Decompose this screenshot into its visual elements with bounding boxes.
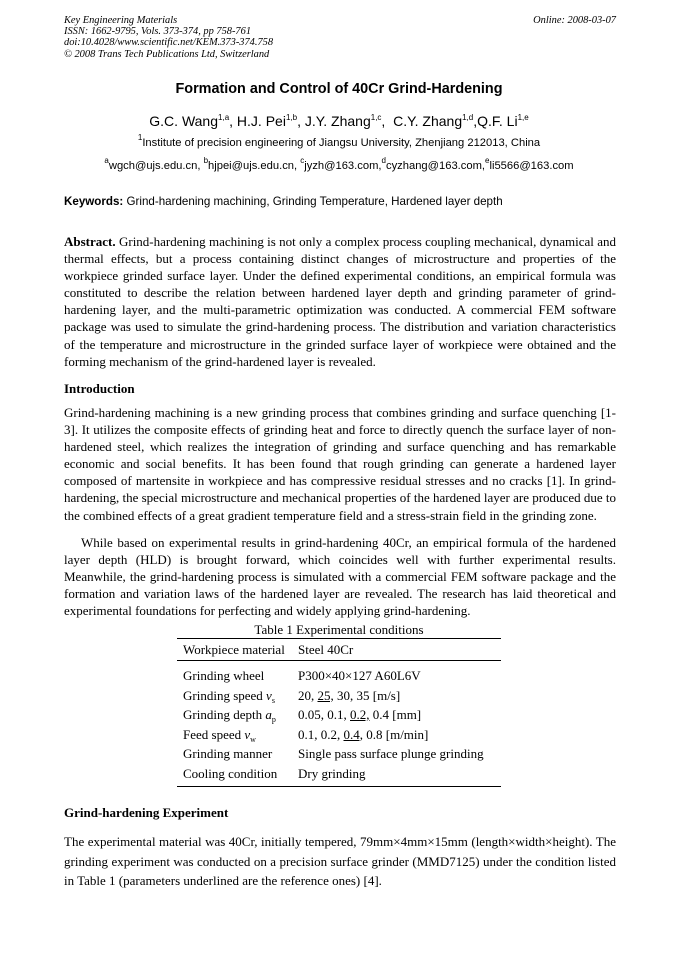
experimental-conditions-table: [177, 621, 501, 787]
email-mark: c: [300, 156, 305, 165]
param-value: Single pass surface plunge grinding: [298, 746, 484, 761]
table-cell: [298, 705, 501, 725]
email-mark: b: [203, 156, 209, 165]
author-separator: ,: [381, 113, 394, 129]
param-name: Grinding speed: [183, 687, 267, 703]
author-affiliation-mark: 1,c: [370, 113, 382, 122]
table-cell: [298, 725, 501, 745]
author-separator: ,: [473, 113, 478, 129]
journal-name: Key Engineering Materials: [64, 15, 178, 26]
param-name: Feed speed: [183, 726, 245, 742]
param-value: 0.4 [mm]: [369, 707, 422, 722]
issn-line: ISSN: 1662-9795, Vols. 373-374, pp 758-761: [64, 26, 252, 38]
abstract-text: Grind-hardening machining is not only a complex process coupling mechanical, dynamical and thermal effects, but a process containing distinct changes of microstructure and properties of the workpiece grinded surface layer. Under the defined experimental conditions, an empirical formula was constituted to describe the relation between hardened layer depth and grinding parameter of grind-hardening layer, and the multi-parametric optimization was conducted. A commercial FEM software package was used to simulate the grind-hardening process. The distribution and variation characteristics of the temperature and microstructure in the grinded surface layer of workpiece were obtained and the forming mechanism of the grind-hardened layer is revealed.: [64, 234, 616, 369]
reference-value: 0.2,: [350, 707, 370, 722]
paper-title: Formation and Control of 40Cr Grind-Hardening: [175, 81, 503, 97]
table-cell: Workpiece material: [183, 642, 285, 657]
table-cell: [177, 744, 298, 764]
table-cell: [298, 686, 501, 706]
table-row: [177, 686, 501, 706]
copyright-line: © 2008 Trans Tech Publications Ltd, Switzerland: [64, 48, 270, 60]
email-mark: d: [381, 156, 386, 165]
author-name: Q.F. Li: [477, 113, 518, 129]
affiliation: [0, 133, 678, 149]
intro-paragraph-2: While based on experimental results in grind-hardening 40Cr, an empirical formula of the hardened layer depth (HLD) is brought forward, which coincides well with further experimental results. Meanwhile, the grind-hardening process is simulated with a commercial FEM software package and the formation and variation laws of the hardened layer are revealed. The research has laid theoretical and experimental foundations for perfecting and widely applying grind-hardening.: [64, 535, 616, 619]
table-row: [177, 764, 501, 784]
abstract: [64, 233, 616, 370]
param-value: 20,: [298, 687, 318, 703]
author-affiliation-mark: 1,d: [462, 113, 474, 122]
email-separator: ,: [378, 160, 382, 172]
param-subscript: w: [250, 734, 256, 744]
table-cell: [177, 705, 298, 725]
author-affiliation-mark: 1,e: [517, 113, 529, 122]
online-date: Online: 2008-03-07: [533, 15, 616, 26]
author-affiliation-mark: 1,a: [218, 113, 230, 122]
param-name: Grinding depth: [183, 707, 266, 722]
affiliation-mark: 1: [137, 133, 143, 142]
table-cell: [177, 686, 298, 706]
keywords: [64, 195, 616, 208]
email-address: jyzh@163.com: [304, 160, 379, 172]
author-name: J.Y. Zhang: [304, 113, 371, 129]
table-cell: [298, 744, 501, 764]
table-row: [177, 725, 501, 745]
table-cell: [177, 725, 298, 745]
table-row: [177, 744, 501, 764]
param-subscript: s: [271, 695, 275, 705]
param-value: 0.05, 0.1,: [298, 707, 350, 722]
table-caption: Table 1 Experimental conditions: [254, 622, 424, 637]
section-heading-experiment: Grind-hardening Experiment: [64, 805, 229, 820]
param-value: 0.1, 0.2,: [298, 726, 344, 742]
author-separator: ,: [229, 113, 237, 129]
email-mark: e: [485, 156, 490, 165]
param-value: 0.8 [m/min]: [363, 726, 429, 742]
param-value: 30, 35 [m/s]: [333, 687, 401, 703]
email-separator: ,: [294, 160, 301, 172]
section-heading-introduction: Introduction: [64, 381, 135, 396]
param-value: P300×40×127 A60L6V: [298, 668, 421, 683]
table-cell: Steel 40Cr: [298, 642, 354, 657]
doi-line: doi:10.4028/www.scientific.net/KEM.373-374.758: [64, 37, 274, 49]
email-separator: ,: [481, 160, 486, 172]
running-header: [64, 15, 616, 60]
author-list: [0, 113, 678, 129]
table-cell: [298, 764, 501, 784]
email-address: wgch@ujs.edu.cn: [108, 160, 198, 172]
abstract-label: Abstract.: [64, 234, 116, 249]
email-separator: ,: [197, 160, 204, 172]
param-name: Cooling condition: [183, 765, 278, 781]
email-address: li5566@163.com: [489, 160, 574, 172]
email-address: hjpei@ujs.edu.cn: [208, 160, 295, 172]
param-symbol: v: [244, 726, 251, 742]
author-affiliation-mark: 1,b: [285, 113, 298, 122]
reference-value: 25,: [317, 687, 334, 703]
email-list: [0, 156, 678, 172]
keywords-label: Keywords:: [64, 195, 124, 208]
param-value: Dry grinding: [298, 765, 366, 781]
reference-value: 0.4,: [343, 726, 363, 742]
table-cell: [298, 666, 501, 686]
keywords-text: Grind-hardening machining, Grinding Temperature, Hardened layer depth: [123, 195, 503, 208]
table-bottom-rule: [177, 786, 501, 787]
table-cell: [177, 764, 298, 784]
intro-paragraph-1: Grind-hardening machining is a new grinding process that combines grinding and surface quenching [1-3]. It utilizes the composite effects of grinding heat and force to directly quench the surface layer of non-hardened steel, which realizes the integration of grinding and surface quenching and has remarkable economic and social benefits. It has been found that rough grinding can generate a hardened layer composed of martensite in workpiece and has compressive residual stresses and no cracks [1]. In grind-hardening, the special microstructure and mechanical properties of the hardened layer are produced due to the combined effects of a great gradient temperature field and a stress-strain field in the grinding zone.: [64, 405, 616, 523]
param-name: Grinding manner: [183, 746, 273, 761]
param-name: Grinding wheel: [183, 668, 265, 683]
table-cell: [177, 666, 298, 686]
email-address: cyzhang@163.com: [385, 160, 482, 172]
affiliation-text: Institute of precision engineering of Jiangsu University, Zhenjiang 212013, China: [142, 137, 541, 149]
email-mark: a: [104, 156, 109, 165]
author-name: G.C. Wang: [149, 113, 219, 129]
author-name: C.Y. Zhang: [393, 113, 463, 129]
author-name: H.J. Pei: [236, 113, 286, 129]
param-subscript: p: [271, 715, 276, 724]
table-header-row: [177, 639, 501, 660]
table-row: [177, 666, 501, 686]
table-row: [177, 705, 501, 725]
experiment-paragraph-1: The experimental material was 40Cr, initially tempered, 79mm×4mm×15mm (length×width×height). The grinding experiment was conducted on a precision surface grinder (MMD7125) under the condition listed in Table 1 (parameters underlined are the reference ones) [4].: [64, 834, 616, 888]
author-separator: ,: [297, 113, 305, 129]
param-symbol: a: [265, 707, 272, 722]
param-symbol: v: [266, 687, 272, 703]
